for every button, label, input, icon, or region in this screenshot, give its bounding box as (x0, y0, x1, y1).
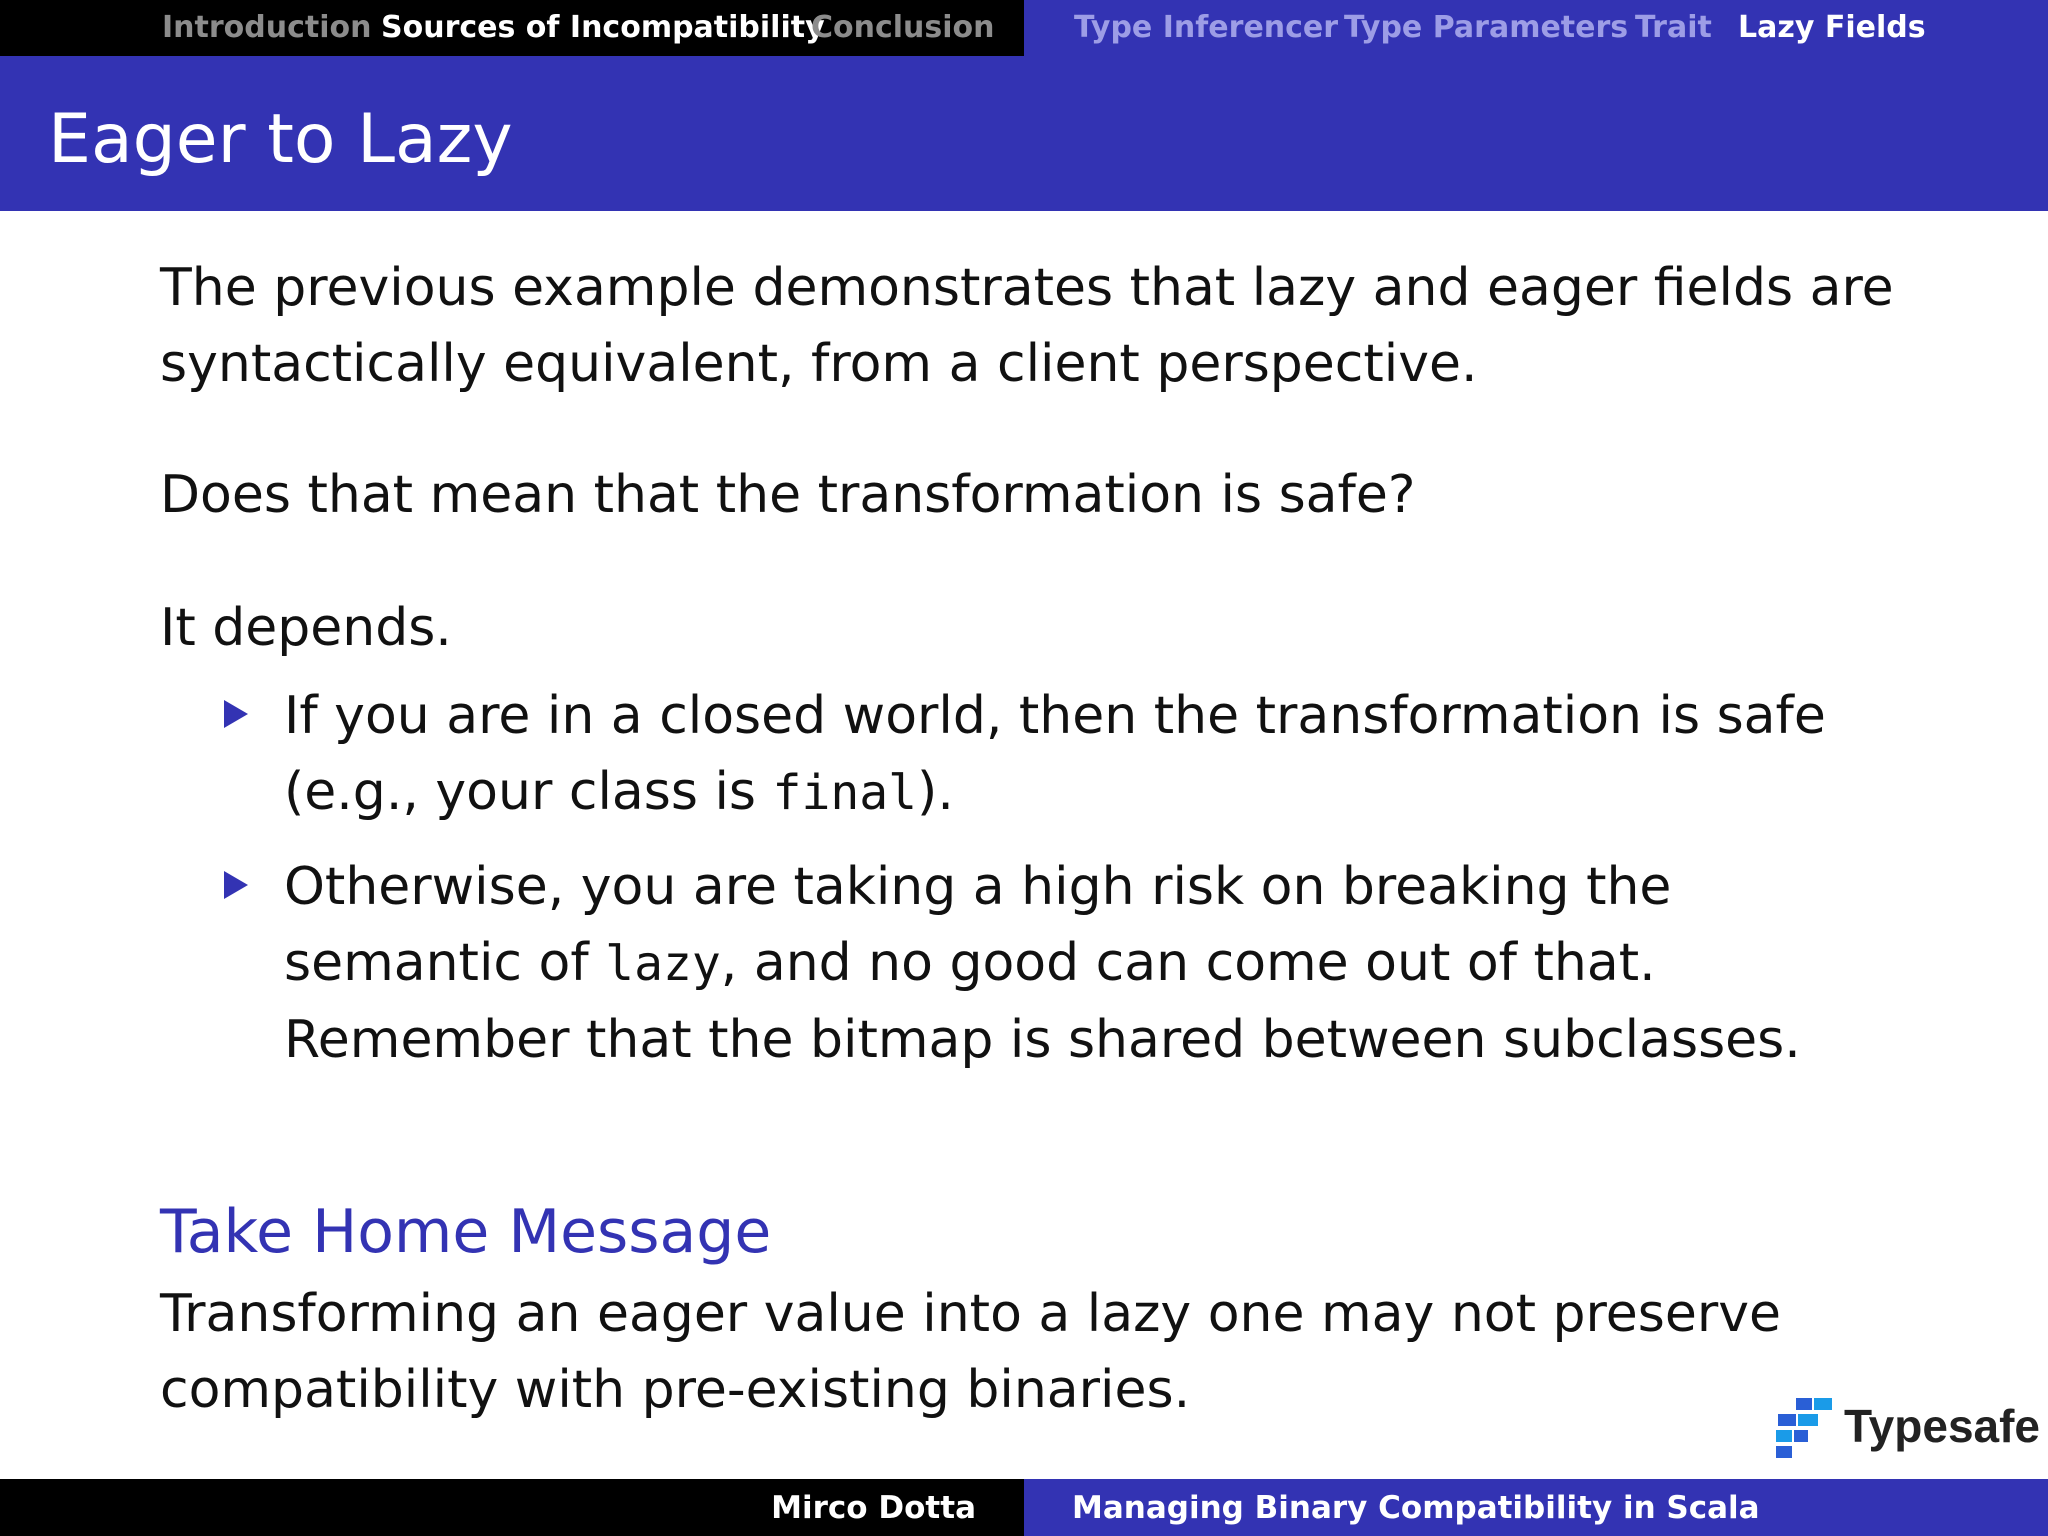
nav-subsection-type-inferencer[interactable]: Type Inferencer (1074, 10, 1339, 45)
bullet-list (160, 678, 1920, 1078)
bullet-triangle-icon (224, 871, 248, 899)
bullet-2-code-lazy: lazy (605, 936, 721, 992)
slide-title-bar (0, 56, 2048, 211)
footer-author: Mirco Dotta (771, 1490, 976, 1526)
bullet-1-code-final: final (772, 765, 918, 821)
nav-subsection-lazy-fields[interactable]: Lazy Fields (1738, 10, 1926, 45)
nav-section-sources-of-incompatibility[interactable]: Sources of Incompatibility (381, 10, 825, 45)
bullet-1-text-after: ). (917, 762, 954, 822)
subsection-navigation (1024, 0, 2048, 56)
bullet-2-text-before: Otherwise, you are taking a high risk on breaking the semantic of (284, 857, 1672, 993)
paragraph-it-depends: It depends. (160, 598, 452, 658)
section-navigation (0, 0, 1024, 56)
typesafe-logo (1776, 1396, 2041, 1460)
take-home-body: Transforming an eager value into a lazy one may not preserve compatibility with pre-existing binaries. (160, 1284, 1781, 1420)
take-home-block (160, 1192, 1920, 1428)
bullet-2-text-after: , and no good can come out of that. Remember that the bitmap is shared between subclasses. (284, 933, 1801, 1070)
slide-title: Eager to Lazy (48, 100, 513, 179)
bullet-otherwise (284, 849, 1920, 1078)
bullet-triangle-icon (224, 700, 248, 728)
paragraph-question: Does that mean that the transformation is safe? (160, 465, 1416, 525)
nav-section-introduction[interactable]: Introduction (162, 10, 372, 45)
bullet-closed-world (284, 678, 1920, 831)
footer-author-panel (0, 1479, 1024, 1536)
nav-section-conclusion[interactable]: Conclusion (811, 10, 995, 45)
slide-content (160, 250, 1920, 1096)
paragraph-previous-example: The previous example demonstrates that lazy and eager fields are syntactically equivalent, from a client perspective. (160, 258, 1894, 394)
bullet-1-text-before: If you are in a closed world, then the transformation is safe (e.g., your class is (284, 686, 1826, 822)
typesafe-logo-text: Typesafe (1844, 1400, 2041, 1452)
nav-subsection-trait[interactable]: Trait (1635, 10, 1712, 45)
typesafe-logo-icon (1776, 1398, 1836, 1458)
take-home-title: Take Home Message (160, 1197, 772, 1267)
footer-title-panel (1024, 1479, 2048, 1536)
nav-subsection-type-parameters[interactable]: Type Parameters (1344, 10, 1629, 45)
footer-bar (0, 1479, 2048, 1536)
top-navigation-bar (0, 0, 2048, 56)
footer-talk-title: Managing Binary Compatibility in Scala (1072, 1490, 1760, 1526)
